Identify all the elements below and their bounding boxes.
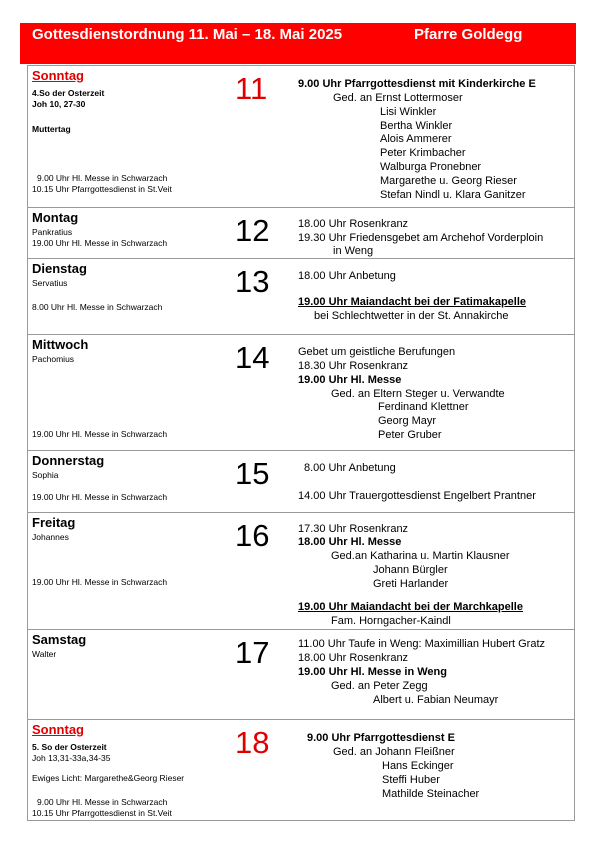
- day-name: Freitag: [32, 515, 76, 530]
- event-line: Lisi Winkler: [380, 106, 437, 118]
- day-name: Sonntag: [32, 722, 84, 737]
- saint-name: Walter: [32, 649, 57, 659]
- event-line: Margarethe u. Georg Rieser: [380, 175, 517, 187]
- event-line: Gebet um geistliche Berufungen: [298, 346, 456, 358]
- day-name: Montag: [32, 210, 79, 225]
- day-row-sunday-18: [27, 719, 575, 821]
- day-row-sunday-11: [27, 65, 575, 208]
- event-line: Alois Ammerer: [380, 133, 452, 145]
- day-number: 11: [235, 71, 268, 106]
- event-line: 19.30 Uhr Friedensgebet am Archehof Vorderploin: [298, 232, 544, 244]
- day-name: Mittwoch: [32, 337, 89, 352]
- day-row-tuesday-13: [27, 258, 575, 335]
- scripture-reference: Joh 13,31-33a,34-35: [32, 753, 111, 763]
- special-note: Muttertag: [32, 124, 71, 134]
- event-line: Peter Krimbacher: [380, 147, 466, 159]
- day-number: 12: [235, 213, 270, 248]
- neighbor-service: 19.00 Uhr Hl. Messe in Schwarzach: [32, 238, 168, 248]
- event-line: Hans Eckinger: [382, 760, 454, 772]
- event-line: 17.30 Uhr Rosenkranz: [298, 523, 409, 535]
- event-line: Albert u. Fabian Neumayr: [373, 694, 499, 706]
- event-line: 8.00 Uhr Anbetung: [304, 462, 396, 474]
- event-line: Ged. an Eltern Steger u. Verwandte: [331, 388, 505, 400]
- event-line: Bertha Winkler: [380, 120, 453, 132]
- page-title: Gottesdienstordnung 11. Mai – 18. Mai 2025: [32, 26, 343, 43]
- event-line: 19.00 Uhr Maiandacht bei der Fatimakapelle: [298, 296, 527, 308]
- parish-name: Pfarre Goldegg: [414, 26, 523, 43]
- event-line: Ged. an Peter Zegg: [331, 680, 428, 692]
- event-line: 18.00 Uhr Anbetung: [298, 270, 396, 282]
- event-line: Stefan Nindl u. Klara Ganitzer: [380, 189, 526, 201]
- day-name: Samstag: [32, 632, 87, 647]
- day-number: 13: [235, 264, 270, 299]
- event-line: 18.00 Uhr Hl. Messe: [298, 536, 402, 548]
- event-line: Georg Mayr: [378, 415, 437, 427]
- saint-name: Sophia: [32, 470, 59, 480]
- saint-name: Pachomius: [32, 354, 75, 364]
- event-line: Greti Harlander: [373, 578, 449, 590]
- day-row-wednesday-14: [27, 334, 575, 451]
- neighbor-service: 19.00 Uhr Hl. Messe in Schwarzach: [32, 492, 168, 502]
- eternal-light-note: Ewiges Licht: Margarethe&Georg Rieser: [32, 773, 185, 783]
- day-name: Dienstag: [32, 261, 87, 276]
- event-line: 11.00 Uhr Taufe in Weng: Maximillian Hubert Gratz: [298, 638, 546, 650]
- event-line: Peter Gruber: [378, 429, 442, 441]
- day-row-thursday-15: [27, 450, 575, 513]
- neighbor-service: 19.00 Uhr Hl. Messe in Schwarzach: [32, 429, 168, 439]
- event-line: 19.00 Uhr Hl. Messe: [298, 374, 402, 386]
- day-number: 14: [235, 340, 270, 375]
- neighbor-service: 10.15 Uhr Pfarrgottesdienst in St.Veit: [32, 184, 172, 194]
- liturgical-note: 4.So der Osterzeit: [32, 88, 105, 98]
- day-number: 17: [235, 635, 270, 670]
- event-line: Mathilde Steinacher: [382, 788, 480, 800]
- day-number: 16: [235, 518, 270, 553]
- day-number: 18: [235, 725, 270, 760]
- neighbor-service: 9.00 Uhr Hl. Messe in Schwarzach: [37, 797, 168, 807]
- event-line: bei Schlechtwetter in der St. Annakirche: [314, 310, 509, 322]
- neighbor-service: 10.15 Uhr Pfarrgottesdienst in St.Veit: [32, 808, 172, 818]
- event-line: Fam. Horngacher-Kaindl: [331, 615, 451, 627]
- saint-name: Pankratius: [32, 227, 73, 237]
- event-line: 18.00 Uhr Rosenkranz: [298, 652, 409, 664]
- saint-name: Johannes: [32, 532, 69, 542]
- scripture-reference: Joh 10, 27-30: [32, 99, 86, 109]
- event-line: 18.00 Uhr Rosenkranz: [298, 218, 409, 230]
- day-row-monday-12: [27, 207, 575, 259]
- event-line: Walburga Pronebner: [380, 161, 482, 173]
- event-line: 9.00 Uhr Pfarrgottesdienst mit Kinderkirche E: [298, 78, 536, 90]
- day-name: Sonntag: [32, 68, 84, 83]
- page-header: [20, 23, 576, 64]
- day-name: Donnerstag: [32, 453, 105, 468]
- day-row-saturday-17: [27, 629, 575, 720]
- liturgical-note: 5. So der Osterzeit: [32, 742, 107, 752]
- neighbor-service: 8.00 Uhr Hl. Messe in Schwarzach: [32, 302, 163, 312]
- event-line: 14.00 Uhr Trauergottesdienst Engelbert Prantner: [298, 490, 536, 502]
- event-line: Ged. an Ernst Lottermoser: [333, 92, 463, 104]
- event-line: in Weng: [333, 245, 374, 257]
- event-line: 19.00 Uhr Hl. Messe in Weng: [298, 666, 447, 678]
- event-line: Steffi Huber: [382, 774, 440, 786]
- event-line: Ged. an Johann Fleißner: [333, 746, 455, 758]
- day-row-friday-16: [27, 512, 575, 630]
- event-line: Ged.an Katharina u. Martin Klausner: [331, 550, 510, 562]
- event-line: 18.30 Uhr Rosenkranz: [298, 360, 409, 372]
- event-line: 19.00 Uhr Maiandacht bei der Marchkapelle: [298, 601, 523, 613]
- event-line: 9.00 Uhr Pfarrgottesdienst E: [307, 732, 455, 744]
- saint-name: Servatius: [32, 278, 68, 288]
- event-line: Ferdinand Klettner: [378, 401, 469, 413]
- event-line: Johann Bürgler: [373, 564, 448, 576]
- day-number: 15: [235, 456, 270, 491]
- neighbor-service: 9.00 Uhr Hl. Messe in Schwarzach: [37, 173, 168, 183]
- neighbor-service: 19.00 Uhr Hl. Messe in Schwarzach: [32, 577, 168, 587]
